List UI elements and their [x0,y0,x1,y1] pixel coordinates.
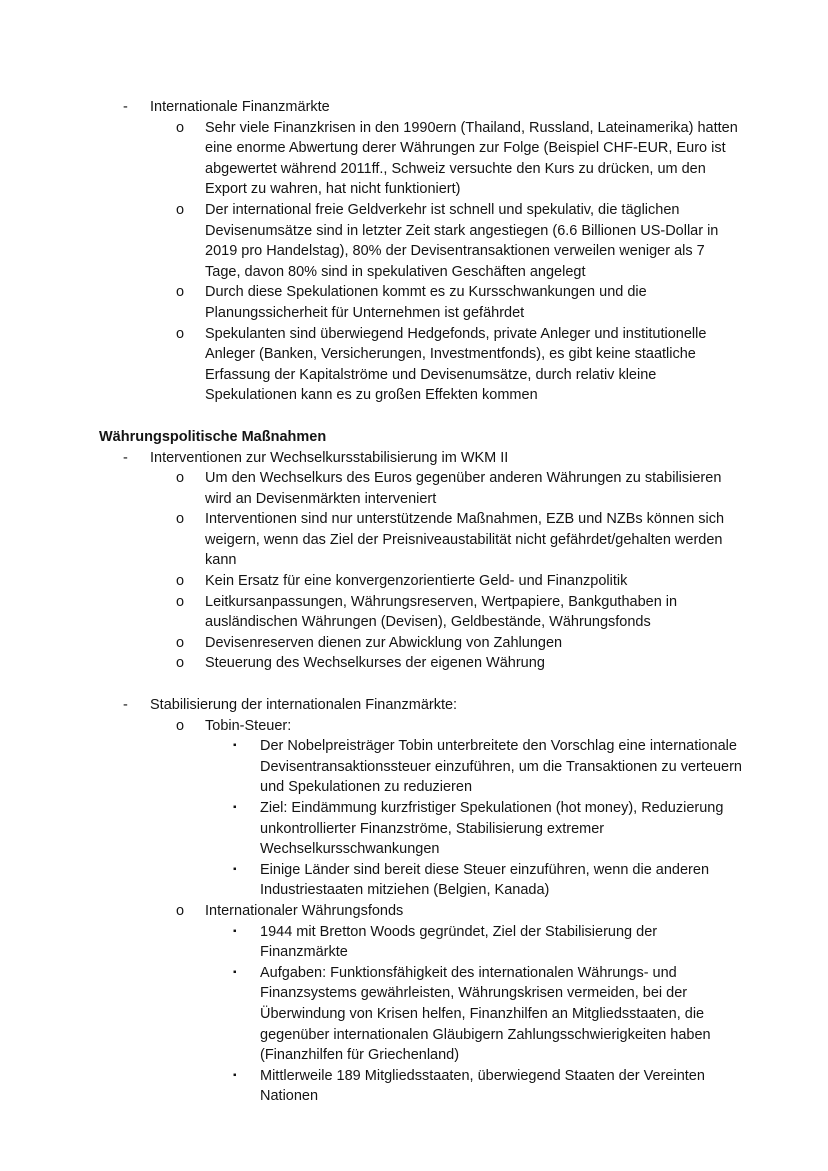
list-item-text: Devisenreserven dienen zur Abwicklung von Zahlungen [205,634,563,651]
list-item [176,282,742,323]
square-bullet-icon: ▪ [233,1069,237,1081]
list-item-text: Kein Ersatz für eine konvergenzorientierte Geld- und Finanzpolitik [205,573,628,590]
list-item [176,324,742,406]
list-item [233,860,742,901]
square-bullet-icon: ▪ [233,863,237,875]
list-item-text: Der Nobelpreisträger Tobin unterbreitete den Vorschlag eine internationale Devisentransaktionssteuer einzuführen, um die Transaktionen zu verteuern und Spekulationen zu reduzieren [260,738,742,796]
list-item [176,571,742,592]
circle-bullet-icon: o [176,284,185,301]
dash-bullet-icon: - [123,99,128,115]
list-item [176,118,742,200]
circle-bullet-icon: o [176,511,185,528]
list-item-text: Aufgaben: Funktionsfähigkeit des internationalen Währungs- und Finanzsystems gewährleisten, Währungskrisen vermeiden, bei der Überwindung von Krisen helfen, Finanzhilfen an Mitgliedsstaaten, die gegenüber internationalen Gläubigern Zahlungsschwierigkeiten haben (Finanzhilfen für Griechenland) [260,964,711,1064]
list-item [123,448,742,469]
square-bullet-icon: ▪ [233,802,237,813]
list-item [123,97,742,118]
circle-bullet-icon: o [176,902,185,919]
list-item-text: Stabilisierung der internationalen Finanzmärkte: [150,697,458,714]
list-item-text: Sehr viele Finanzkrisen in den 1990ern (Thailand, Russland, Lateinamerika) hatten eine enorme Abwertung derer Währungen zur Folge (Beispiel CHF-EUR, Euro ist abgewertet während 2011ff., Schweiz versuchte den Kurs zu drücken, um den Export zu wahren, hat nicht funktioniert) [205,119,738,198]
list-item [233,736,742,798]
section-heading: Währungspolitische Maßnahmen [99,428,327,445]
circle-bullet-icon: o [176,634,185,651]
list-item [233,798,742,860]
list-item-text: Tobin-Steuer: [205,717,292,734]
list-item [176,716,742,737]
list-item [176,653,742,674]
list-item-text: Internationale Finanzmärkte [150,99,330,115]
list-item-text: 1944 mit Bretton Woods gegründet, Ziel der Stabilisierung der Finanzmärkte [260,923,658,961]
list-item [233,963,742,1066]
list-item [233,1066,742,1107]
list-item [176,633,742,654]
list-item-text: Der international freie Geldverkehr ist schnell und spekulativ, die täglichen Devisenumsätze sind in letzter Zeit stark angestiegen (6.6 Billionen US-Dollar in 2019 pro Handelstag), 80% der Devisentransaktionen verweilen weniger als 7 Tage, davon 80% sind in spekulativen Geschäften angelegt [205,201,719,280]
dash-bullet-icon: - [123,449,128,466]
list-item [176,509,742,571]
list-item [176,901,742,922]
dash-bullet-icon: - [123,697,128,714]
list-item-text: Um den Wechselkurs des Euros gegenüber anderen Währungen zu stabilisieren wird an Devisenmärkten interveniert [205,470,722,507]
list-item [233,922,742,963]
list-item [176,468,742,509]
list-item-text: Ziel: Eindämmung kurzfristiger Spekulationen (hot money), Reduzierung unkontrollierter Finanzströme, Stabilisierung extremer Wechselkursschwankungen [260,800,724,858]
square-bullet-icon: ▪ [233,966,237,978]
list-item-text: Einige Länder sind bereit diese Steuer einzuführen, wenn die anderen Industriestaaten mitziehen (Belgien, Kanada) [260,861,710,899]
list-item-text: Steuerung des Wechselkurses der eigenen Währung [205,655,545,672]
list-item [176,592,742,633]
list-item-text: Internationaler Währungsfonds [205,902,404,919]
list-item-text: Interventionen sind nur unterstützende Maßnahmen, EZB und NZBs können sich weigern, wenn das Ziel der Preisniveaustabilität nicht gefährdet/gehalten werden kann [205,511,725,569]
circle-bullet-icon: o [176,593,185,610]
circle-bullet-icon: o [176,325,185,342]
circle-bullet-icon: o [176,119,185,136]
square-bullet-icon: ▪ [233,740,237,752]
square-bullet-icon: ▪ [233,925,237,937]
list-item-text: Durch diese Spekulationen kommt es zu Kursschwankungen und die Planungssicherheit für Unternehmen ist gefährdet [205,284,647,321]
list-item-text: Mittlerweile 189 Mitgliedsstaaten, überwiegend Staaten der Vereinten Nationen [260,1067,705,1105]
list-item [176,200,742,282]
list-item-text: Interventionen zur Wechselkursstabilisierung im WKM II [150,449,509,466]
circle-bullet-icon: o [176,573,185,590]
list-item [123,695,742,716]
circle-bullet-icon: o [176,470,185,487]
circle-bullet-icon: o [176,655,185,672]
list-item-text: Spekulanten sind überwiegend Hedgefonds, private Anleger und institutionelle Anleger (Banken, Versicherungen, Investmentfonds), es gibt keine staatliche Erfassung der Kapitalströme und Devisenumsätze, durch relativ kleine Spekulationen kann es zu großen Effekten kommen [205,325,707,404]
circle-bullet-icon: o [176,201,185,218]
circle-bullet-icon: o [176,717,185,734]
list-item-text: Leitkursanpassungen, Währungsreserven, Wertpapiere, Bankguthaben in ausländischen Währungen (Devisen), Geldbestände, Währungsfonds [205,593,678,631]
